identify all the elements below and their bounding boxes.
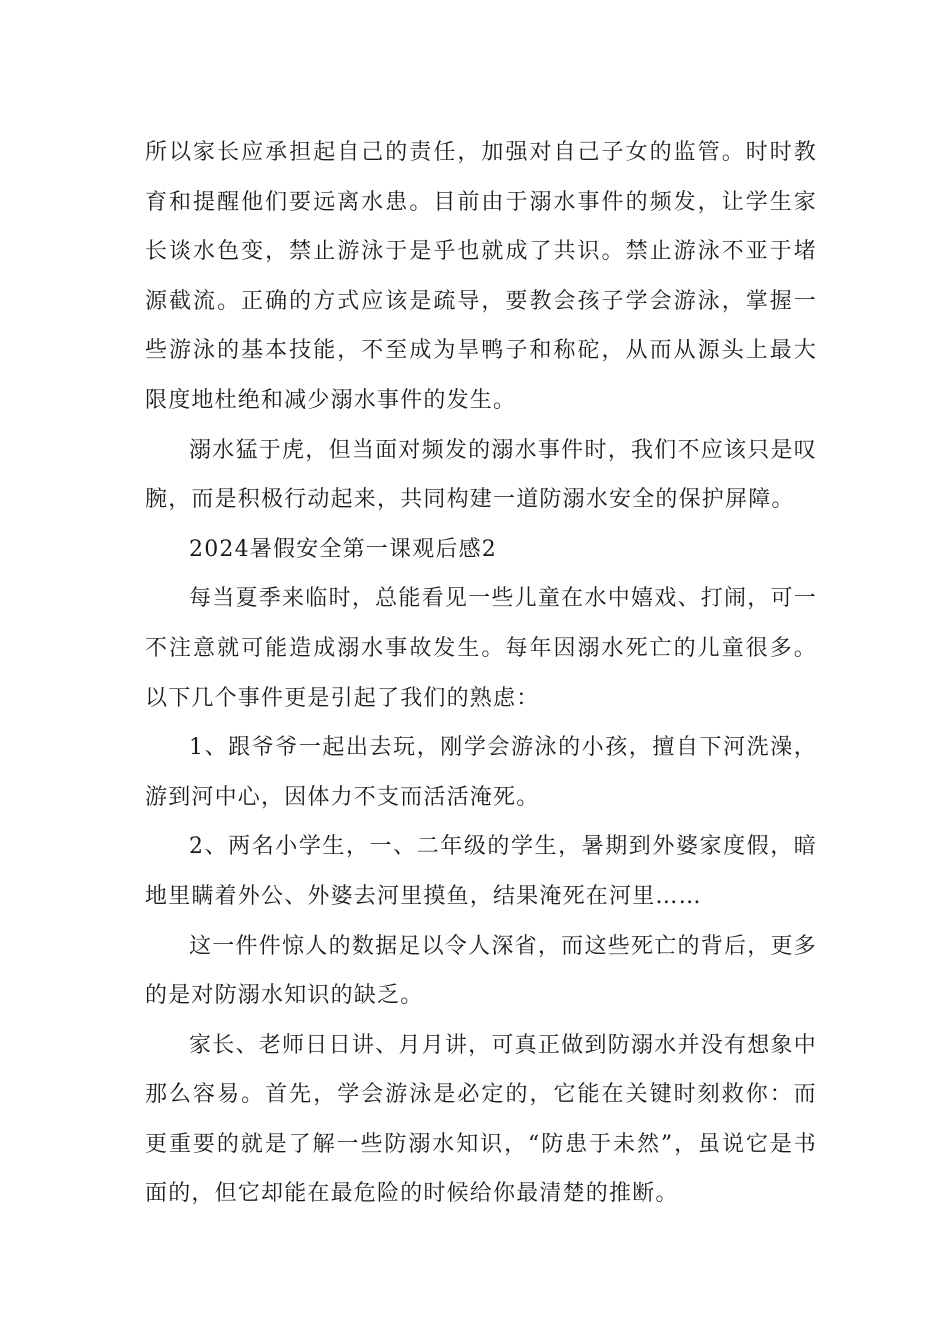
document-body: [145, 128, 817, 1219]
paragraph-1: 所以家长应承担起自己的责任，加强对自己子女的监管。时时教育和提醒他们要远离水患。目前由于溺水事件的频发，让学生家长谈水色变，禁止游泳于是乎也就成了共识。禁止游泳不亚于堵源截流。正确的方式应该是疏导，要教会孩子学会游泳，掌握一些游泳的基本技能，不至成为旱鸭子和称砣，从而从源头上最大限度地杜绝和减少溺水事件的发生。: [145, 140, 817, 413]
paragraph-2: 溺水猛于虎，但当面对频发的溺水事件时，我们不应该只是叹腕，而是积极行动起来，共同构建一道防溺水安全的保护屏障。: [145, 437, 817, 513]
paragraph-5: 2、两名小学生，一、二年级的学生，暑期到外婆家度假，暗地里瞒着外公、外婆去河里摸鱼，结果淹死在河里……: [145, 834, 817, 909]
paragraph-7: 家长、老师日日讲、月月讲，可真正做到防溺水并没有想象中那么容易。首先，学会游泳是必定的，它能在关键时刻救你：而更重要的就是了解一些防溺水知识，“防患于未然”，虽说它是书面的，但它却能在最危险的时候给你最清楚的推断。: [145, 1032, 817, 1207]
paragraph-4: 1、跟爷爷一起出去玩，刚学会游泳的小孩，擅自下河洗澡，游到河中心，因体力不支而活活淹死。: [145, 735, 817, 810]
section-heading: 2024暑假安全第一课观后感2: [189, 536, 497, 562]
paragraph-6: 这一件件惊人的数据足以令人深省，而这些死亡的背后，更多的是对防溺水知识的缺乏。: [145, 933, 817, 1009]
paragraph-3: 每当夏季来临时，总能看见一些儿童在水中嬉戏、打闹，可一不注意就可能造成溺水事故发生。每年因溺水死亡的儿童很多。以下几个事件更是引起了我们的熟虑：: [145, 586, 817, 711]
